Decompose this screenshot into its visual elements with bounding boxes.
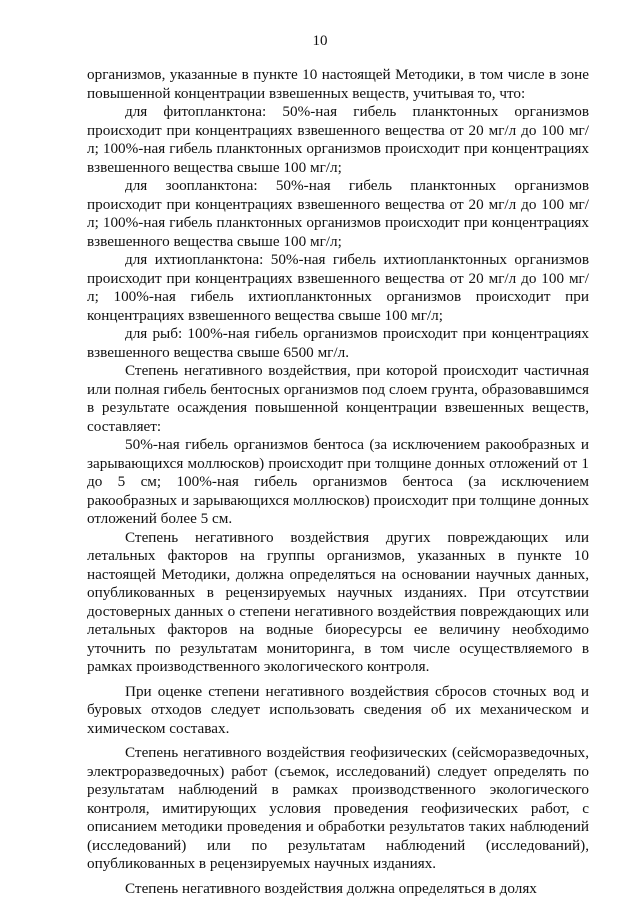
paragraph-zooplankton: для зоопланктона: 50%-ная гибель планктонных организмов происходит при концентрациях взвешенного вещества от 20 мг/л до 100 мг/л; 100%-ная гибель планктонных организмов происходит при концентрациях взвешенного вещества свыше 100 мг/л; — [87, 177, 589, 250]
paragraph-geophysical: Степень негативного воздействия геофизических (сейсморазведочных, электроразведочных) работ (съемок, исследований) следует определять по результатам наблюдений в рамках производственного экологического контроля, имитирующих условия проведения геофизических работ, с описанием методики проведения и обработки результатов таких наблюдений (исследований) или по результатам наблюдений (исследований), опубликованных в рецензируемых научных изданиях. — [87, 744, 589, 872]
paragraph-wastewater: При оценке степени негативного воздействия сбросов сточных вод и буровых отходов следует использовать сведения об их механическом и химическом составах. — [87, 682, 589, 737]
paragraph-phytoplankton: для фитопланктона: 50%-ная гибель планктонных организмов происходит при концентрациях взвешенного вещества от 20 мг/л до 100 мг/л; 100%-ная гибель планктонных организмов происходит при концентрациях взвешенного вещества свыше 100 мг/л; — [87, 103, 589, 176]
paragraph-other-factors: Степень негативного воздействия других повреждающих или летальных факторов на группы организмов, указанных в пункте 10 настоящей Методики, должна определяться на основании научных данных, опубликованных в рецензируемых научных изданиях. При отсутствии достоверных данных о степени негативного воздействия повреждающих или летальных факторов на водные биоресурсы ее величину необходимо уточнить по результатам мониторинга, в том числе осуществляемого в рамках производственного экологического контроля. — [87, 528, 589, 675]
paragraph-benthos-intro: Степень негативного воздействия, при которой происходит частичная или полная гибель бентосных организмов под слоем грунта, образовавшимся в результате осаждения повышенной концентрации взвешенных веществ, составляет: — [87, 362, 589, 435]
page-number: 10 — [312, 33, 328, 49]
paragraph-fish: для рыб: 100%-ная гибель организмов происходит при концентрациях взвешенного вещества свыше 6500 мг/л. — [87, 325, 589, 361]
document-body — [87, 66, 589, 898]
paragraph-continuation: организмов, указанные в пункте 10 настоящей Методики, в том числе в зоне повышенной концентрации взвешенных веществ, учитывая то, что: — [87, 66, 589, 102]
paragraph-benthos-mortality: 50%-ная гибель организмов бентоса (за исключением ракообразных и зарывающихся моллюсков) происходит при толщине донных отложений от 1 до 5 см; 100%-ная гибель организмов бентоса (за исключением ракообразных и зарывающихся моллюсков) происходит при толщине донных отложений более 5 см. — [87, 436, 589, 527]
paragraph-impact-shares: Степень негативного воздействия должна определяться в долях — [125, 879, 537, 897]
paragraph-ichthyoplankton: для ихтиопланктона: 50%-ная гибель ихтиопланктонных организмов происходит при концентрациях взвешенного вещества от 20 мг/л до 100 мг/л; 100%-ная гибель ихтиопланктонных организмов происходит при концентрациях взвешенного вещества свыше 100 мг/л; — [87, 251, 589, 324]
